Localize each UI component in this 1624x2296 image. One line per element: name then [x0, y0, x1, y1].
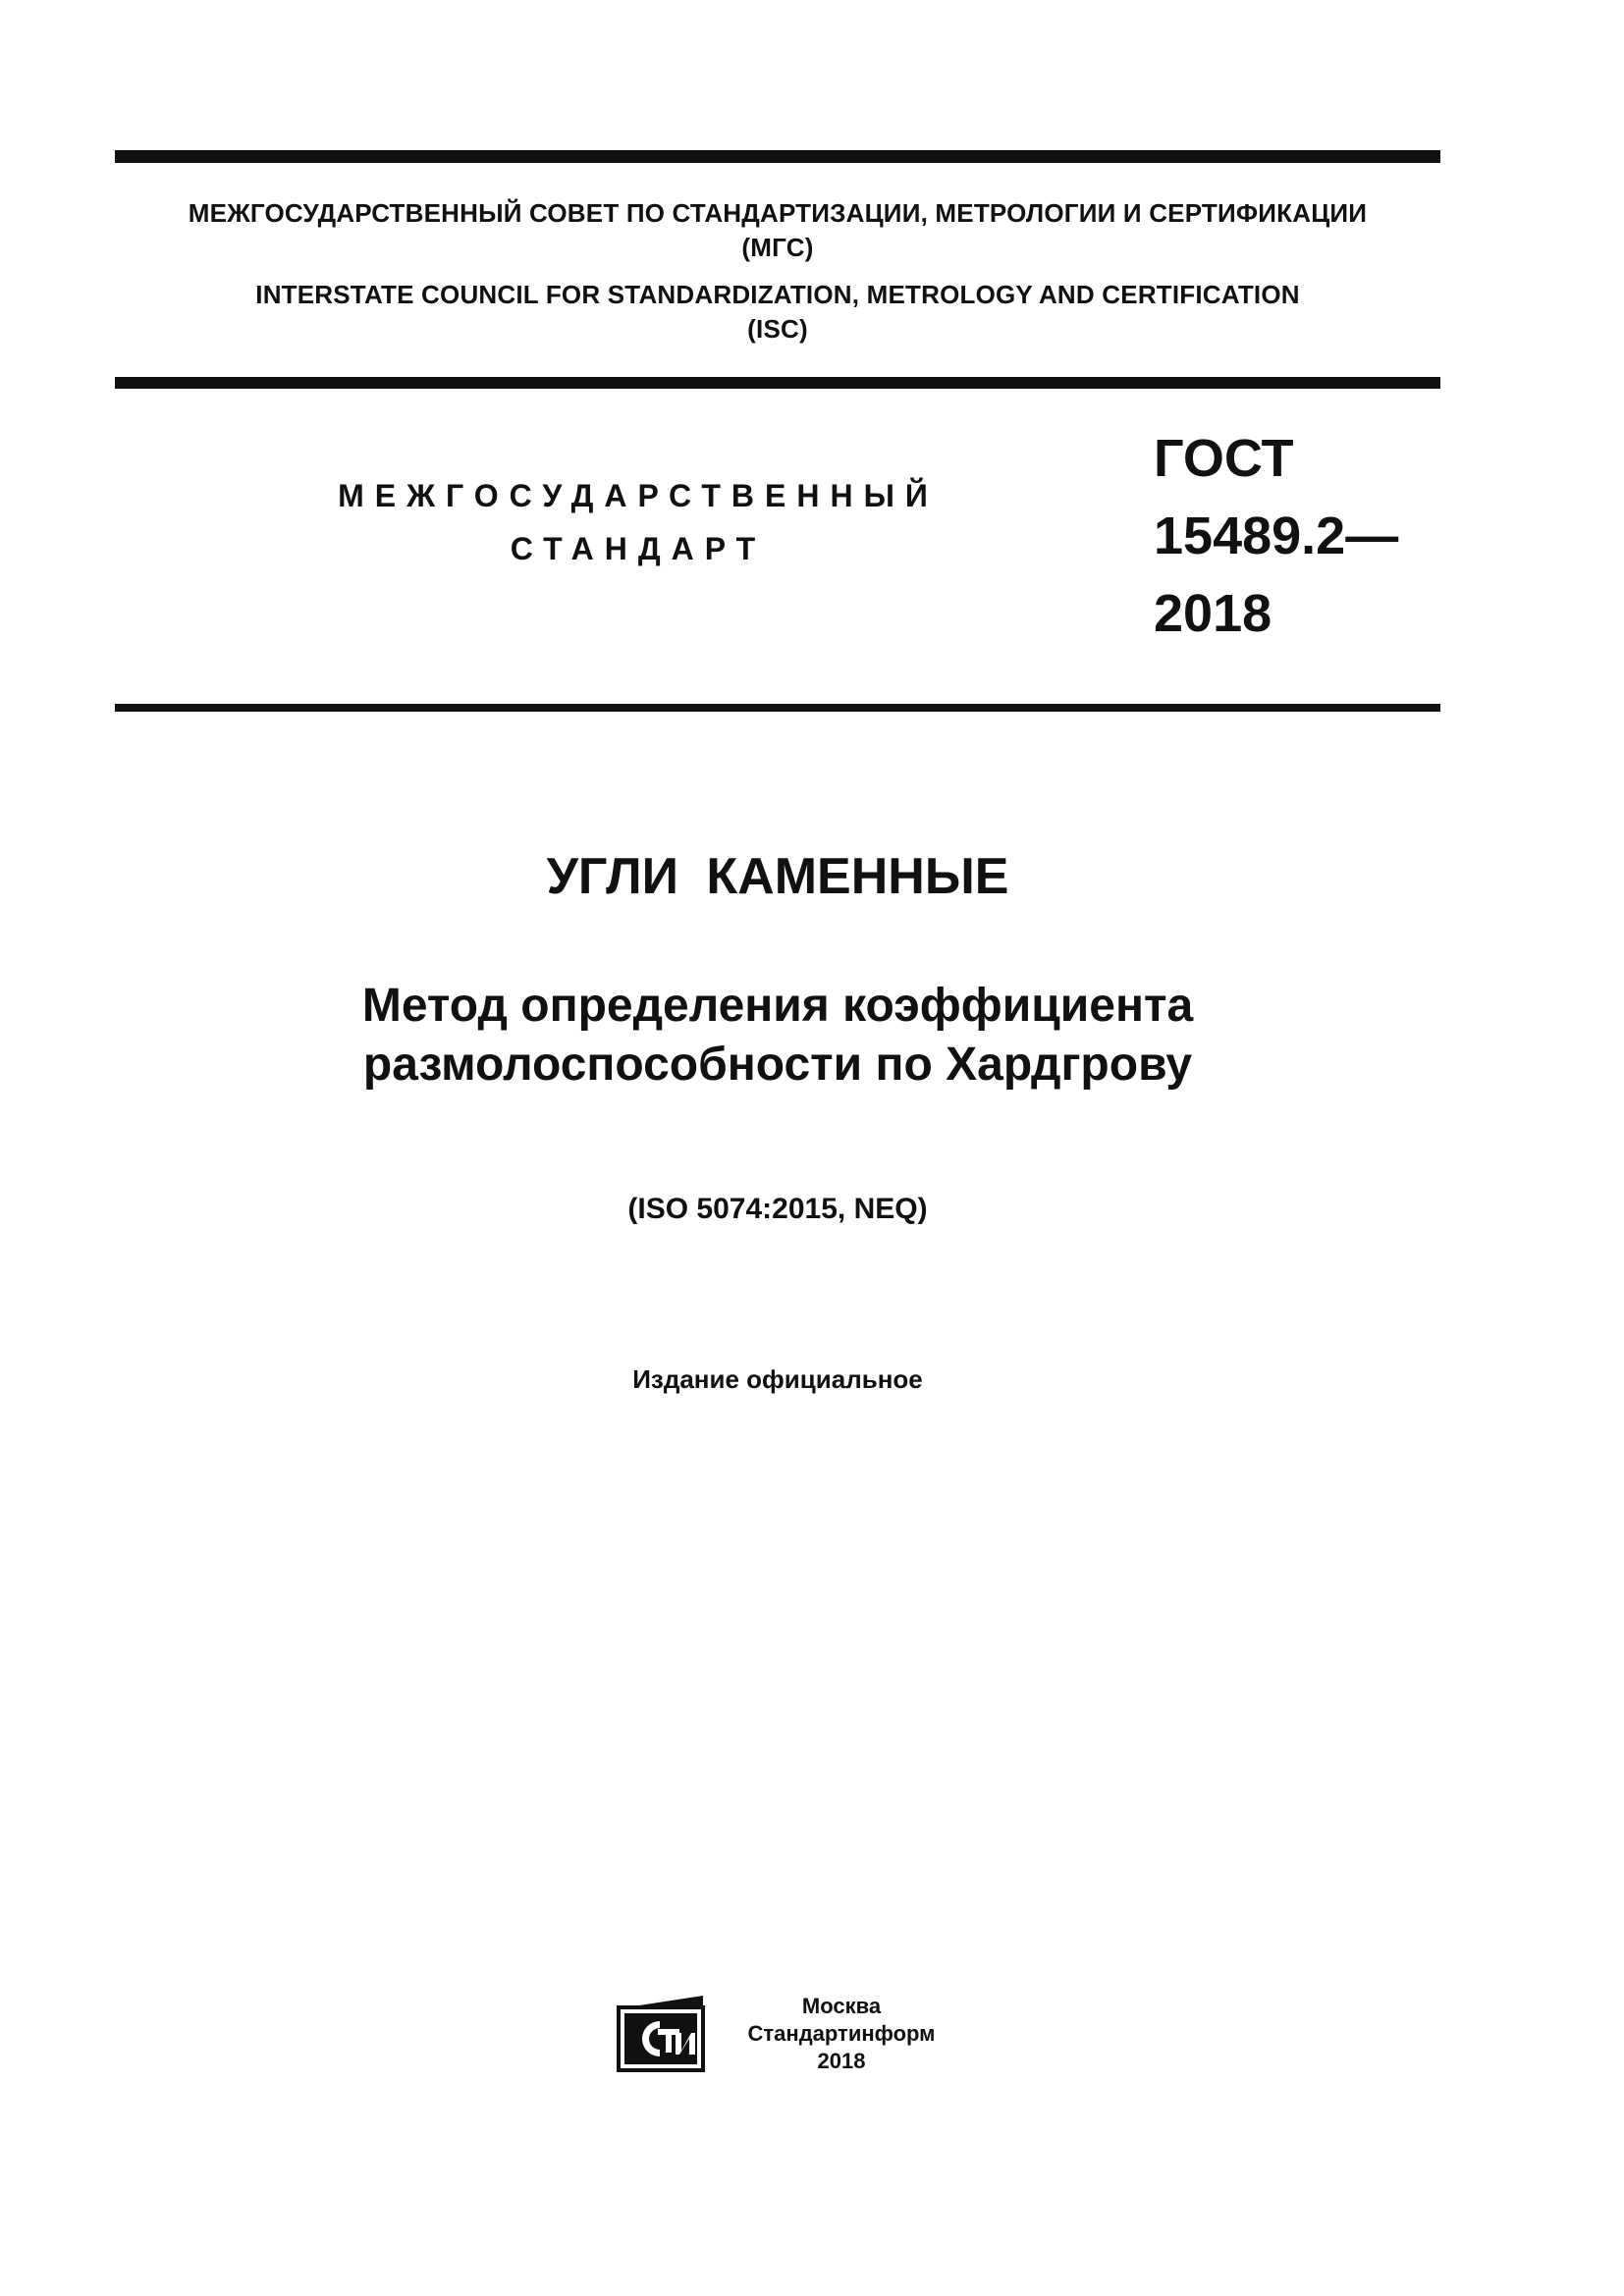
council-name-en — [115, 278, 1440, 347]
publisher-year: 2018 — [817, 2049, 866, 2073]
document-title: УГЛИ КАМЕННЫЕ — [546, 848, 1009, 905]
lower-rule — [115, 704, 1440, 712]
standartinform-logo-icon — [617, 1994, 711, 2072]
gost-designation — [1154, 420, 1398, 653]
edition-note: Издание официальное — [632, 1364, 923, 1394]
standard-type-line1: МЕЖГОСУДАРСТВЕННЫЙ — [338, 478, 939, 513]
council-abbr-ru: (МГС) — [741, 233, 814, 262]
standard-type-line2: СТАНДАРТ — [510, 531, 767, 566]
gost-label: ГОСТ — [1154, 429, 1294, 488]
council-name-ru-line: МЕЖГОСУДАРСТВЕННЫЙ СОВЕТ ПО СТАНДАРТИЗАЦИИ, МЕТРОЛОГИИ И СЕРТИФИКАЦИИ — [188, 198, 1368, 228]
gost-year: 2018 — [1154, 584, 1272, 643]
publisher-name: Стандартинформ — [747, 2021, 936, 2046]
publisher-block — [731, 1993, 952, 2075]
council-name-en-line: INTERSTATE COUNCIL FOR STANDARDIZATION, METROLOGY AND CERTIFICATION — [255, 280, 1300, 309]
middle-rule — [115, 377, 1440, 389]
publisher-city: Москва — [801, 1994, 882, 2018]
iso-reference: (ISO 5074:2015, NEQ) — [627, 1193, 928, 1225]
subtitle-line1: Метод определения коэффициента — [361, 980, 1194, 1032]
top-rule — [115, 150, 1440, 163]
council-name-ru — [115, 196, 1440, 265]
gost-number: 15489.2— — [1154, 507, 1399, 565]
council-abbr-en: (ISC) — [747, 314, 808, 344]
document-subtitle — [115, 977, 1440, 1095]
standard-type — [324, 469, 952, 575]
subtitle-line2: размолоспособности по Хардгрову — [362, 1039, 1193, 1091]
